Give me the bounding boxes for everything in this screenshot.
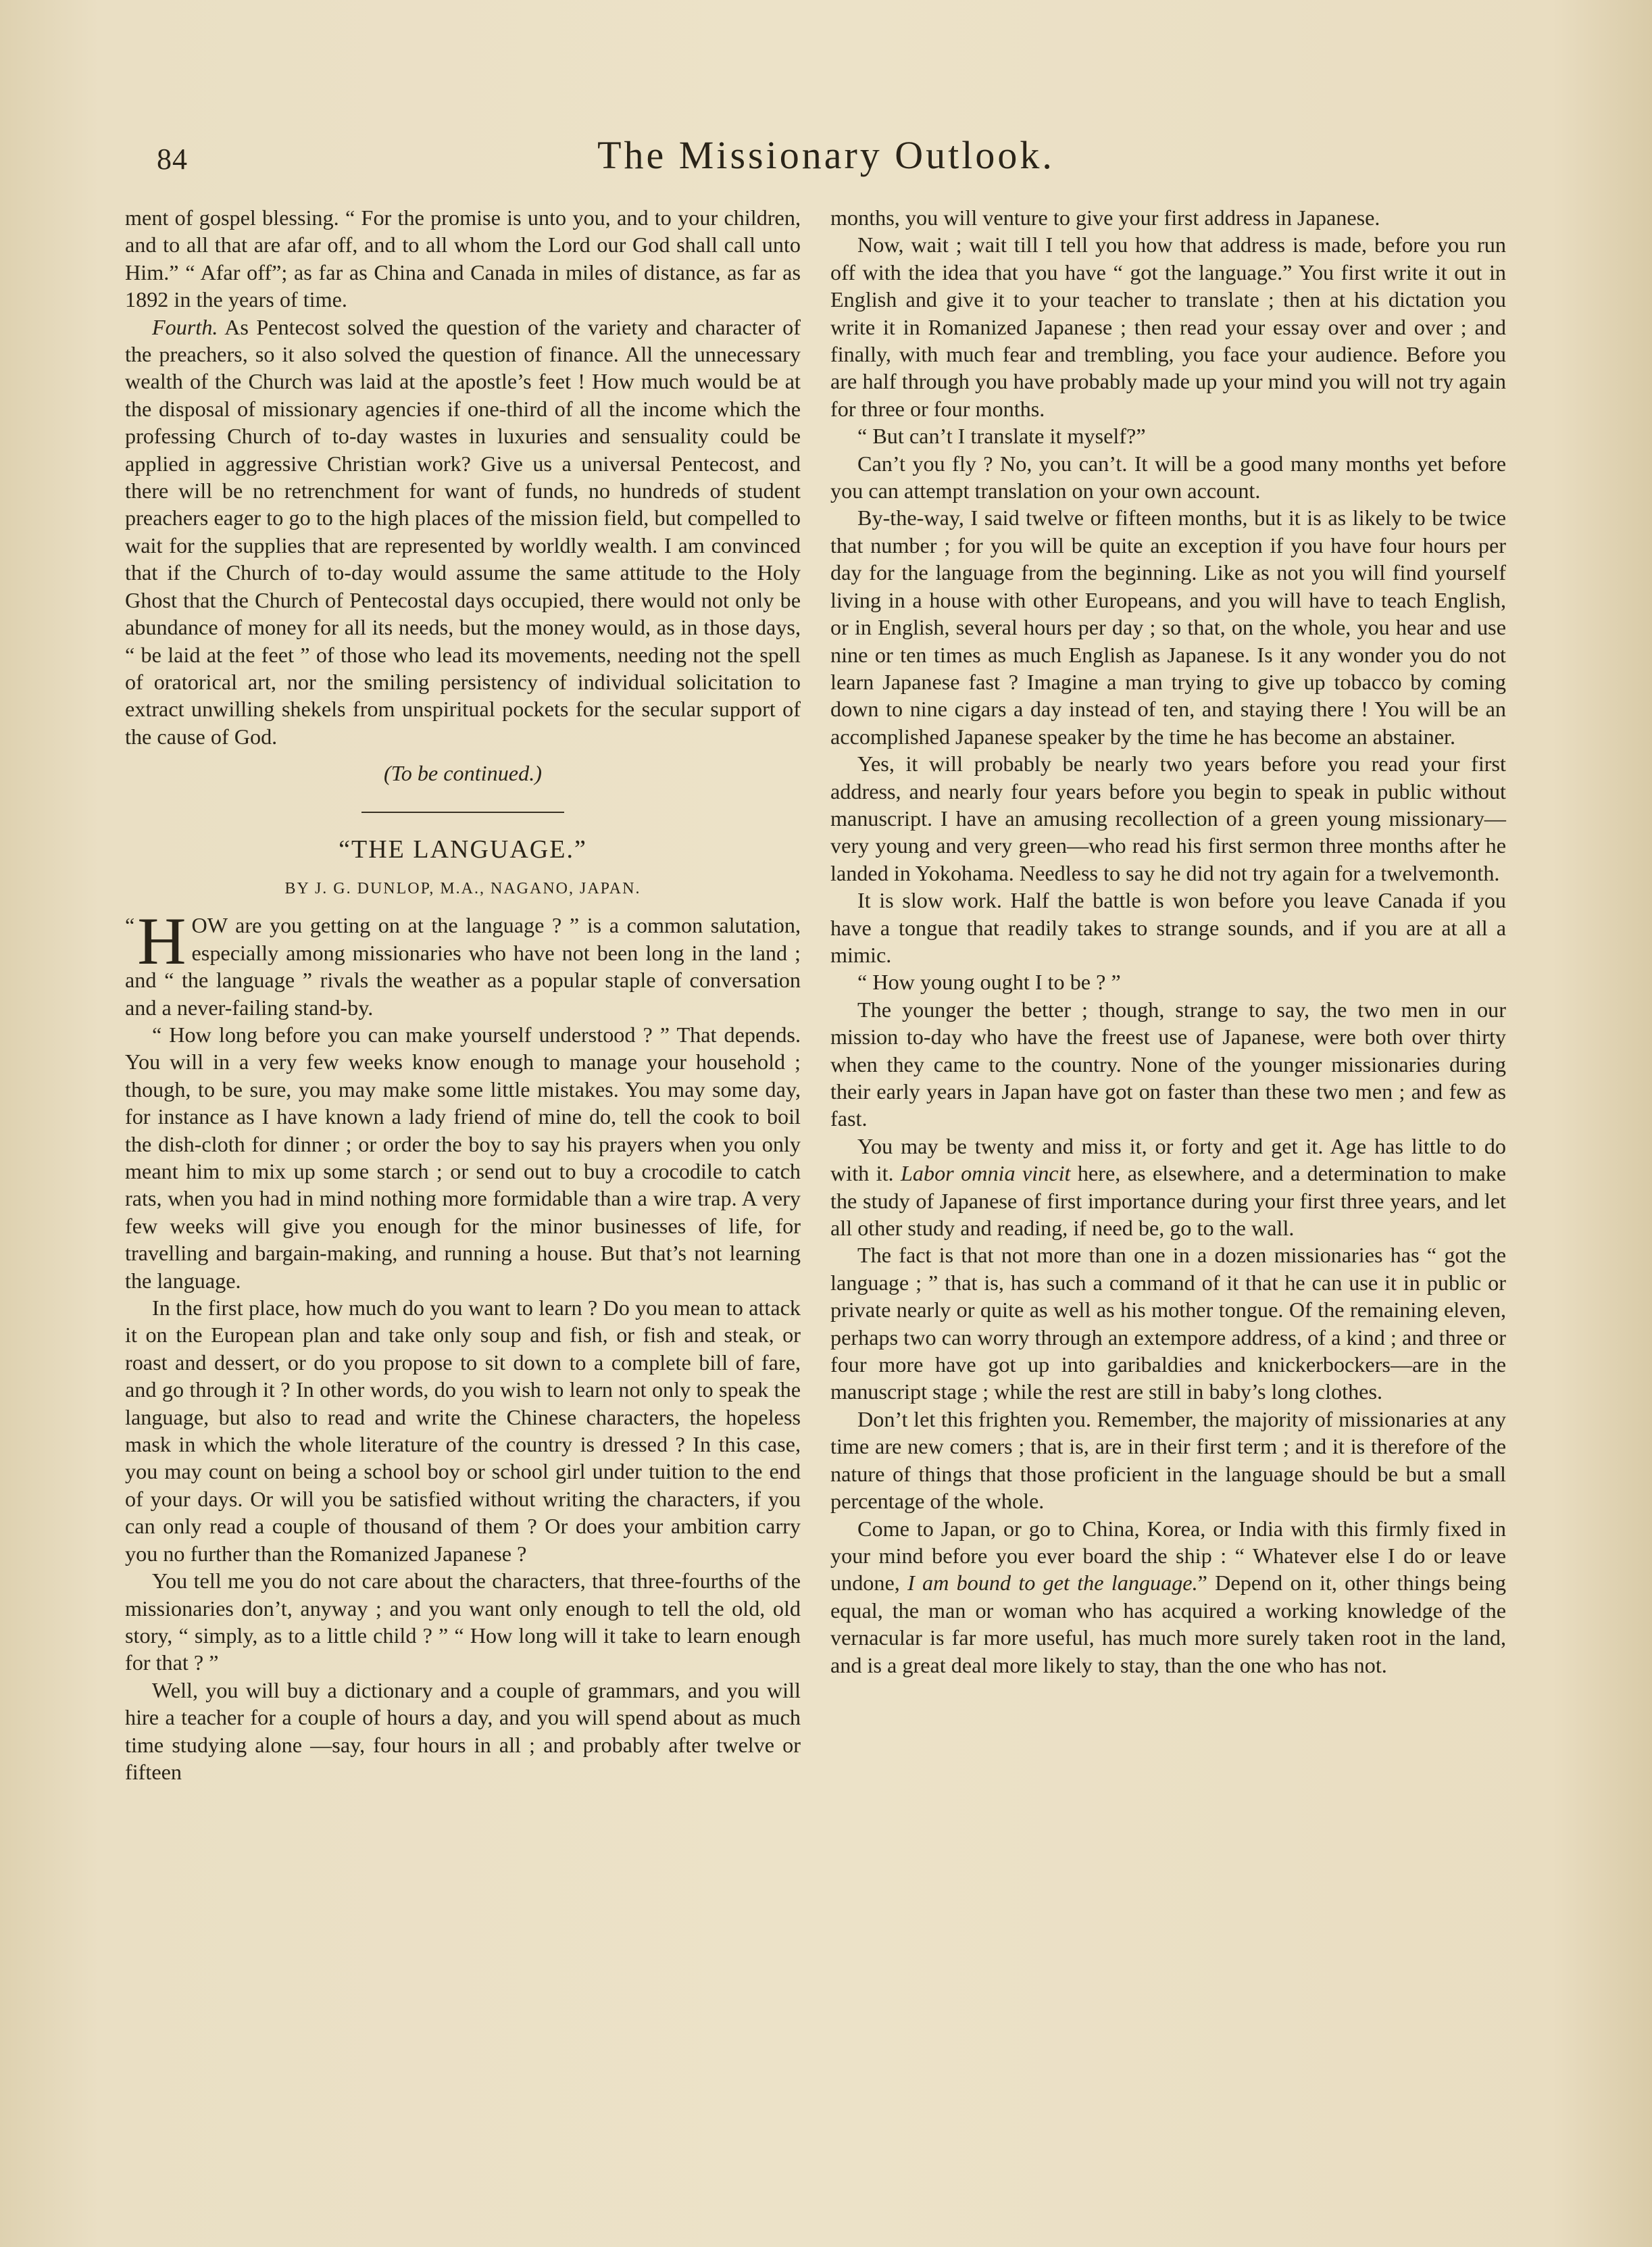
- paragraph: Yes, it will probably be nearly two years before you read your first address, and nearly four years before you begin to speak in public without manuscript. I have an amusing recollection of a green young missionary—very young and very green—who read his first sermon three months after he landed in Yokohama. Needless to say he did not try again for a twelvemonth.: [830, 751, 1506, 885]
- paragraph: [125, 314, 801, 751]
- paragraph: Can’t you fly ? No, you can’t. It will be a good many months yet before you can attempt translation on your own account.: [830, 451, 1506, 503]
- paragraph: You tell me you do not care about the characters, that three-fourths of the missionaries don’t, anyway ; and you want only enough to tell the old, old story, “ simply, as to a little child ? ” “ How long will it take to learn enough for that ? ”: [125, 1569, 801, 1675]
- right-column: [830, 204, 1506, 1679]
- paragraph: “ How young ought I to be ? ”: [857, 970, 1121, 995]
- paragraph: Well, you will buy a dictionary and a couple of grammars, and you will hire a teacher for a couple of hours a day, and you will spend about as much time studying alone —say, four hours in all ; and probably after twelve or fifteen: [125, 1677, 801, 1784]
- page-number: 84: [157, 143, 188, 176]
- paragraph: “ But can’t I translate it myself?”: [857, 424, 1146, 449]
- paragraph: It is slow work. Half the battle is won before you leave Canada if you have a tongue that readily takes to strange sounds, and if you are at all a mimic.: [830, 888, 1506, 967]
- paragraph: ment of gospel blessing. “ For the promise is unto you, and to your children, and to all that are afar off, and to all whom the Lord our God shall call unto Him.” “ Afar off”; as far as China and Canada in miles of distance, as far as 1892 in the years of time.: [125, 205, 801, 312]
- left-column: [125, 204, 801, 1785]
- latin-phrase: Labor omnia vincit: [900, 1161, 1071, 1186]
- section-divider: [361, 812, 564, 813]
- paragraph-text: You may be twenty and miss it, or forty and get it. Age has little to do with it.: [830, 1133, 1506, 1186]
- paragraph: months, you will venture to give your first address in Japanese.: [830, 205, 1380, 230]
- opening-quote: “: [125, 913, 135, 938]
- paragraph: Now, wait ; wait till I tell you how that address is made, before you run off with the idea that you have “ got the language.” You first write it out in English and give it to your teacher to translate ; then at his dictation you write it in Romanized Japanese ; then read your essay over and over ; and finally, with much fear and trembling, you face your audience. Before you are half through you have probably made up your mind you will not try again for three or four months.: [830, 232, 1506, 421]
- paragraph-text: As Pentecost solved the question of the variety and character of the preachers, so it also solved the question of finance. All the unnecessary wealth of the Church was laid at the apostle’s feet ! How much would be at the disposal of missionary agencies if one-third of all the income which the professing Church of to-day wastes in luxuries and sensuality could be applied in aggressive Christian work? Give us a universal Pentecost, and there will be no retrenchment for want of funds, no hundreds of student preachers eager to go to the high places of the mission field, but compelled to wait for the supplies that are represented by worldly wealth. I am convinced that if the Church of to-day would assume the same attitude to the Holy Ghost that the Church of Pentecostal days occupied, there would not only be abundance of money for all its needs, but the money would, as in those days, “ be laid at the feet ” of those who lead its movements, needing not the spell of oratorical art, nor the smiling persistency of individual solicitation to extract unwilling shekels from unspiritual pockets for the secular support of the cause of God.: [125, 314, 801, 749]
- paragraph-lead: Fourth.: [152, 314, 218, 339]
- running-title: The Missionary Outlook.: [597, 133, 1055, 177]
- paragraph: “ How long before you can make yourself understood ? ” That depends. You will in a very few weeks know enough to manage your household ; though, to be sure, you may make some little mistakes. You may some day, for instance as I have known a lady friend of mine do, tell the cook to boil the dish-cloth for dinner ; or order the boy to say his prayers when you only meant him to mix up some starch ; or send out to buy a crocodile to catch rats, when you had in mind nothing more formidable than a wire trap. A very few weeks will give you enough for the minor businesses of life, for travelling and bargain-making, and running a house. But that’s not learning the language.: [125, 1022, 801, 1293]
- paragraph: By-the-way, I said twelve or fifteen months, but it is as likely to be twice that number ; for you will be quite an exception if you have four hours per day for the language from the beginning. Like as not you will find yourself living in a house with other Europeans, and you will have to teach English, or in English, several hours per day ; so that, on the whole, you hear and use nine or ten times as much English as Japanese. Is it any wonder you do not learn Japanese fast ? Imagine a man trying to give up tobacco by coming down to nine cigars a day instead of ten, and staying there ! You will be an accomplished Japanese speaker by the time he has become an abstainer.: [830, 505, 1506, 749]
- article-title: “THE LANGUAGE.”: [339, 835, 587, 864]
- paragraph: The younger the better ; though, strange to say, the two men in our mission to-day who have the freest use of Japanese, were both over thirty when they came to the country. None of the younger missionaries during their early years in Japan have got on faster than these two men ; and few as fast.: [830, 997, 1506, 1131]
- paragraph: In the first place, how much do you want to learn ? Do you mean to attack it on the European plan and take only soup and fish, or fish and steak, or roast and dessert, or do you propose to sit down to a complete bill of fare, and go through it ? In other words, do you wish to learn not only to speak the language, but also to read and write the Chinese characters, the hopeless mask in which the whole literature of the country is dressed ? In this case, you may count on being a school boy or school girl under tuition to the end of your days. Or will you be satisfied without writing the characters, if you can only read a couple of thousand of them ? Or does your ambition carry you no further than the Romanized Japanese ?: [125, 1295, 801, 1566]
- to-be-continued: (To be continued.): [384, 761, 542, 786]
- paragraph: The fact is that not more than one in a dozen missionaries has “ got the language ; ” that is, has such a command of it that he can use it in public or private nearly or quite as well as his mother tongue. Of the remaining eleven, perhaps two can worry through an extempore address, of a kind ; and three or four more have got up into garibaldies and knickerbockers—are in the manuscript stage ; while the rest are still in baby’s long clothes.: [830, 1243, 1506, 1404]
- paragraph: [830, 1133, 1506, 1242]
- paragraph-text: OW are you getting on at the language ? ” is a common salutation, especially among missionaries who have not been long in the land ; and “ the language ” rivals the weather as a popular staple of conversation and a never-failing stand-by.: [125, 913, 801, 1020]
- paragraph-text: Come to Japan, or go to China, Korea, or India with this firmly fixed in your mind before you ever board the ship : “ Whatever else I do or leave undone,: [830, 1516, 1506, 1596]
- paragraph-text: ” Depend on it, other things being equal, the man or woman who has acquired a working knowledge of the vernacular is far more useful, has much more surely taken root in the land, and is a great deal more likely to stay, than the one who has not.: [830, 1571, 1507, 1677]
- paragraph-text: here, as elsewhere, and a determination to make the study of Japanese of first importance during your first three years, and let all other study and reading, if need be, go to the wall.: [830, 1161, 1506, 1241]
- article-byline: BY J. G. DUNLOP, M.A., NAGANO, JAPAN.: [284, 879, 641, 897]
- drop-cap: H: [137, 904, 186, 979]
- emphasis: I am bound to get the language.: [907, 1571, 1198, 1596]
- intro-paragraph: [125, 904, 801, 1021]
- paragraph: [830, 1515, 1506, 1679]
- paragraph: Don’t let this frighten you. Remember, the majority of missionaries at any time are new comers ; that is, are in their first term ; and it is therefore of the nature of things that those proficient in the language should be but a small percentage of the whole.: [830, 1406, 1506, 1514]
